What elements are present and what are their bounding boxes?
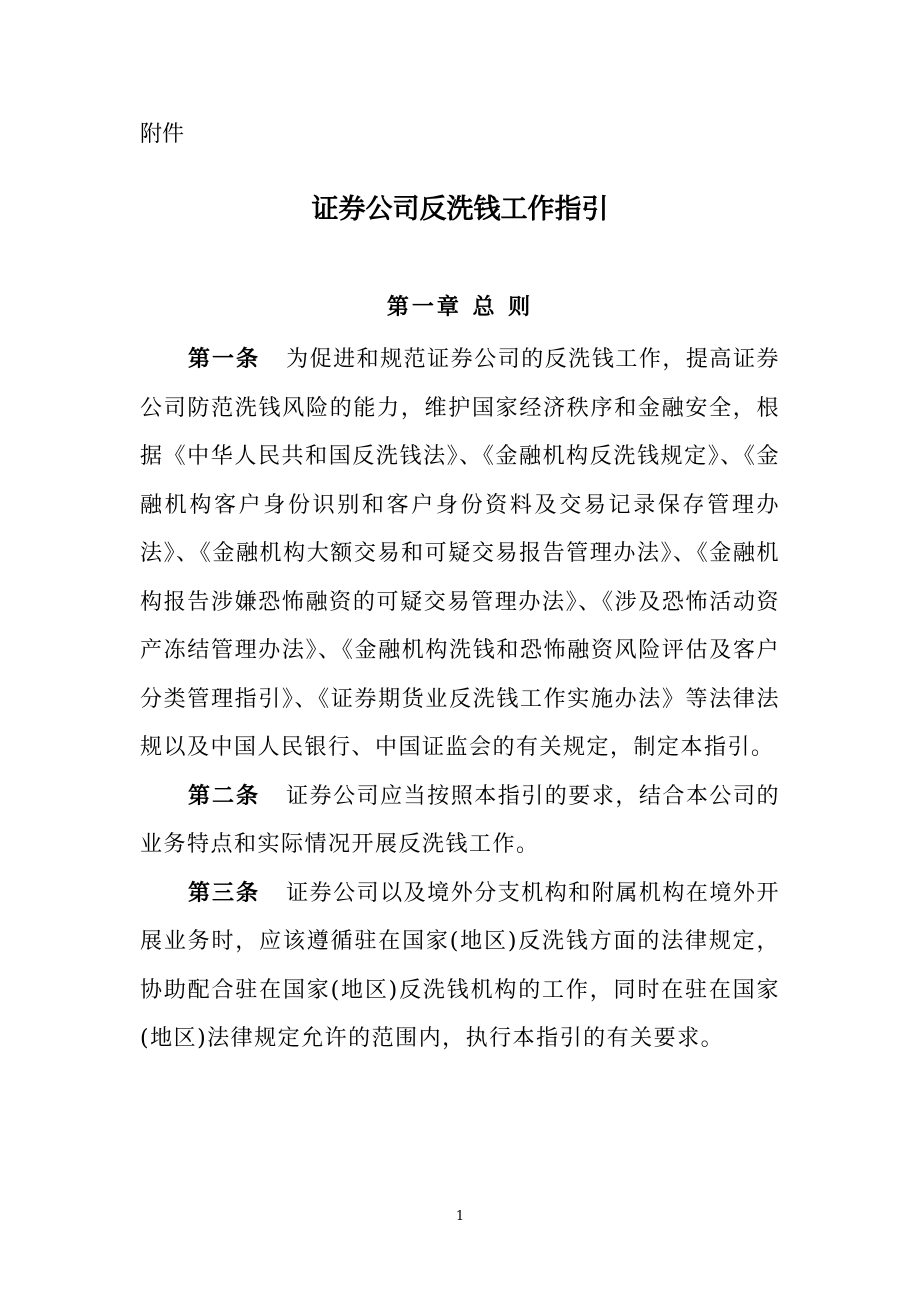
document-title: 证券公司反洗钱工作指引 [311, 194, 609, 225]
article-2 [140, 773, 780, 870]
article-number: 第三条 [188, 880, 261, 906]
article-text: 证券公司以及境外分支机构和附属机构在境外开展业务时，应该遵循驻在国家(地区)反洗钱方面的法律规定，协助配合驻在国家(地区)反洗钱机构的工作，同时在驻在国家(地区)法律规定允许的范围内，执行本指引的有关要求。 [140, 880, 780, 1051]
article-text: 为促进和规范证券公司的反洗钱工作，提高证券公司防范洗钱风险的能力，维护国家经济秩序和金融安全，根据《中华人民共和国反洗钱法》、《金融机构反洗钱规定》、《金融机构客户身份识别和客户身份资料及交易记录保存管理办法》、《金融机构大额交易和可疑交易报告管理办法》、《金融机构报告涉嫌恐怖融资的可疑交易管理办法》、《涉及恐怖活动资产冻结管理办法》、《金融机构洗钱和恐怖融资风险评估及客户分类管理指引》、《证券期货业反洗钱工作实施办法》等法律法规以及中国人民银行、中国证监会的有关规定，制定本指引。 [140, 347, 780, 760]
article-number: 第二条 [188, 783, 261, 809]
chapter-heading: 第一章 总 则 [386, 295, 534, 320]
attachment-label: 附件 [140, 122, 185, 147]
page-number: 1 [455, 1209, 465, 1224]
document-body [140, 336, 780, 1064]
article-text: 证券公司应当按照本指引的要求，结合本公司的业务特点和实际情况开展反洗钱工作。 [140, 783, 780, 857]
article-3 [140, 870, 780, 1064]
article-number: 第一条 [188, 347, 261, 372]
article-1 [140, 336, 780, 773]
